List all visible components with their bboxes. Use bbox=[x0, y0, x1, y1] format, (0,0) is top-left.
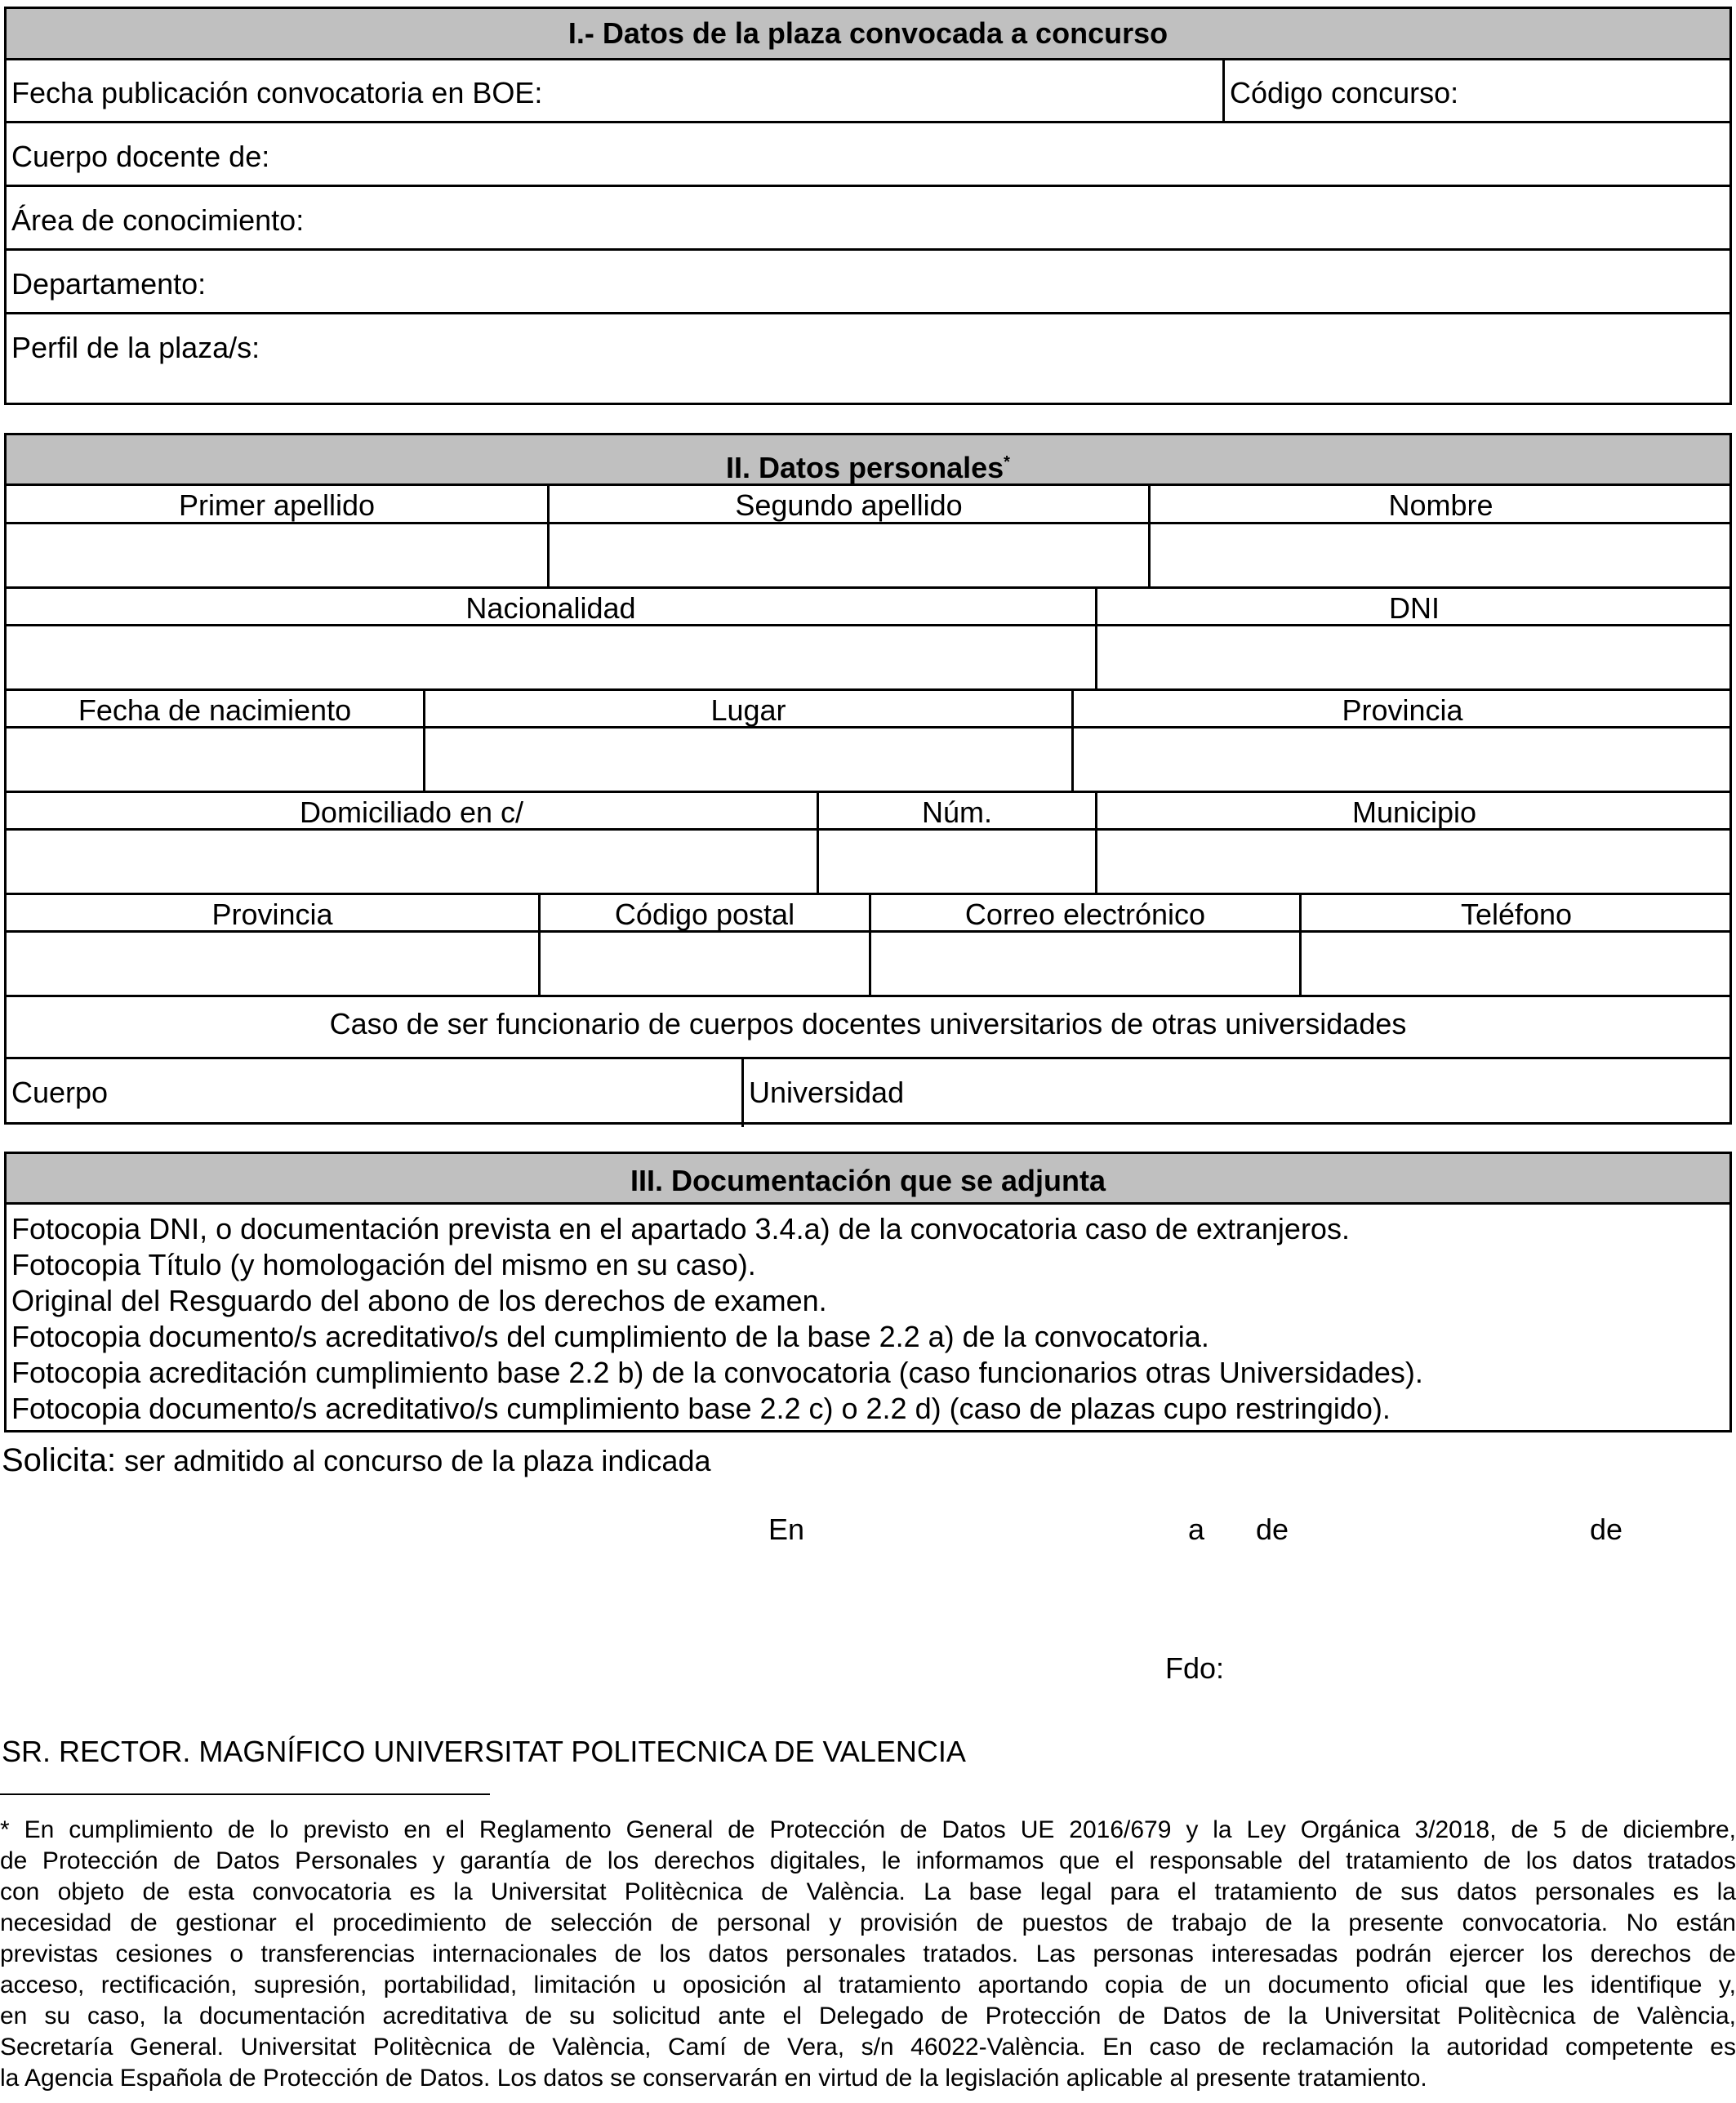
telefono-label: Teléfono bbox=[1460, 898, 1573, 931]
doc-item: Fotocopia Título (y homologación del mismo en su caso). bbox=[11, 1248, 756, 1281]
doc-item: Fotocopia documento/s acreditativo/s del cumplimiento de la base 2.2 a) de la convocatoria. bbox=[11, 1320, 1209, 1353]
segundo-apellido-label: Segundo apellido bbox=[735, 488, 963, 522]
destinatario: SR. RECTOR. MAGNÍFICO UNIVERSITAT POLITECNICA DE VALENCIA bbox=[2, 1735, 966, 1768]
cuerpo-docente-label: Cuerpo docente de: bbox=[11, 140, 270, 173]
section-datos-personales bbox=[4, 433, 1732, 1125]
footnote-line: con objeto de esta convocatoria es la Universitat Politècnica de València. La base legal para el tratamiento de sus datos personales es la bbox=[0, 1878, 1736, 1905]
primer-apellido-field[interactable] bbox=[7, 524, 547, 586]
codigo-concurso-label: Código concurso: bbox=[1230, 76, 1459, 109]
numero-field[interactable] bbox=[819, 831, 1095, 893]
cuerpo-label[interactable] bbox=[7, 1059, 741, 1125]
solicita-text: ser admitido al concurso de la plaza indicada bbox=[116, 1444, 711, 1477]
footnote-separator bbox=[0, 1793, 490, 1795]
footnote-line: previstas cesiones o transferencias internacionales de los datos personales tratados. Las personas interesadas podrán ejercer los derechos de bbox=[0, 1940, 1736, 1967]
codigo-postal-label: Código postal bbox=[614, 898, 795, 931]
nacionalidad-field[interactable] bbox=[7, 626, 1095, 688]
nacionalidad-label: Nacionalidad bbox=[465, 591, 636, 625]
nombre-field[interactable] bbox=[1151, 524, 1731, 586]
provincia-nacimiento-label: Provincia bbox=[1342, 693, 1463, 727]
fecha-nacimiento-label: Fecha de nacimiento bbox=[78, 693, 352, 727]
perfil-plaza-label: Perfil de la plaza/s: bbox=[11, 331, 260, 364]
municipio-field[interactable] bbox=[1097, 831, 1731, 893]
area-conocimiento-label: Área de conocimiento: bbox=[11, 203, 305, 237]
cuerpo-label-text: Cuerpo bbox=[11, 1076, 109, 1109]
footnote-line: en su caso, la documentación acreditativa de su solicitud ante el Delegado de Protección de Datos de la Universitat Politècnica de València, bbox=[0, 2003, 1736, 2029]
segundo-apellido-field[interactable] bbox=[550, 524, 1148, 586]
primer-apellido-label: Primer apellido bbox=[178, 488, 376, 522]
fecha-boe-label: Fecha publicación convocatoria en BOE: bbox=[11, 76, 543, 109]
codigo-postal-field[interactable] bbox=[541, 933, 869, 995]
dni-field[interactable] bbox=[1097, 626, 1731, 688]
universidad-label-text: Universidad bbox=[749, 1076, 905, 1109]
correo-label: Correo electrónico bbox=[964, 898, 1206, 931]
fecha-de-anio: de bbox=[1590, 1513, 1623, 1546]
domicilio-label: Domiciliado en c/ bbox=[299, 795, 524, 829]
fecha-en: En bbox=[768, 1513, 805, 1546]
doc-item: Fotocopia acreditación cumplimiento base 2.2 b) de la convocatoria (caso funcionarios otras Universidades). bbox=[11, 1356, 1423, 1389]
footnote-line: necesidad de gestionar el procedimiento de selección de personal y provisión de puestos de trabajo de la presente convocatoria. No están bbox=[0, 1909, 1736, 1936]
footnote-line: Secretaría General. Universitat Politècnica de València, Camí de Vera, s/n 46022-València. En caso de reclamación la autoridad competente es bbox=[0, 2034, 1736, 2061]
provincia-field[interactable] bbox=[7, 933, 538, 995]
datos-personales-title-text: II. Datos personales bbox=[726, 451, 1004, 484]
doc-item: Fotocopia DNI, o documentación prevista en el apartado 3.4.a) de la convocatoria caso de extranjeros. bbox=[11, 1212, 1350, 1245]
nombre-label: Nombre bbox=[1388, 488, 1493, 522]
section-documentacion bbox=[4, 1152, 1732, 1432]
footnote-line: de Protección de Datos Personales y garantía de los derechos digitales, le informamos que el responsable del tratamiento de los datos tratados bbox=[0, 1847, 1736, 1874]
municipio-label: Municipio bbox=[1351, 795, 1477, 829]
doc-item: Original del Resguardo del abono de los derechos de examen. bbox=[11, 1284, 827, 1317]
section-datos-personales-title bbox=[7, 435, 1729, 486]
section-documentacion-title: III. Documentación que se adjunta bbox=[7, 1154, 1729, 1205]
dni-label: DNI bbox=[1389, 591, 1440, 625]
departamento-label: Departamento: bbox=[11, 267, 207, 301]
fecha-nacimiento-field[interactable] bbox=[7, 728, 423, 791]
lugar-field[interactable] bbox=[425, 728, 1071, 791]
funcionario-label: Caso de ser funcionario de cuerpos docentes universitarios de otras universidades bbox=[329, 1007, 1407, 1040]
footnote-mark: * bbox=[1004, 453, 1010, 471]
domicilio-field[interactable] bbox=[7, 831, 817, 893]
solicita-label: Solicita: bbox=[2, 1442, 117, 1478]
section-plaza bbox=[4, 7, 1732, 405]
footnote-line: * En cumplimiento de lo previsto en el Reglamento General de Protección de Datos UE 2016/679 y la Ley Orgánica 3/2018, de 5 de diciembre, bbox=[0, 1816, 1736, 1843]
footnote-line: la Agencia Española de Protección de Datos. Los datos se conservarán en virtud de la legislación aplicable al presente tratamiento. bbox=[0, 2065, 1427, 2092]
section-plaza-title: I.- Datos de la plaza convocada a concurso bbox=[7, 9, 1729, 60]
universidad-label[interactable] bbox=[744, 1059, 1731, 1125]
telefono-field[interactable] bbox=[1302, 933, 1731, 995]
firma-label: Fdo: bbox=[1165, 1651, 1225, 1685]
numero-label: Núm. bbox=[921, 795, 992, 829]
provincia-label: Provincia bbox=[211, 898, 333, 931]
solicita-line bbox=[2, 1442, 710, 1479]
doc-item: Fotocopia documento/s acreditativo/s cumplimiento base 2.2 c) o 2.2 d) (caso de plazas cupo restringido). bbox=[11, 1392, 1391, 1425]
fecha-a: a bbox=[1188, 1513, 1205, 1546]
lugar-label: Lugar bbox=[710, 693, 786, 727]
provincia-nacimiento-field[interactable] bbox=[1074, 728, 1731, 791]
correo-field[interactable] bbox=[871, 933, 1299, 995]
documentacion-list bbox=[7, 1211, 1729, 1427]
fecha-de-mes: de bbox=[1256, 1513, 1289, 1546]
footnote-line: acceso, rectificación, supresión, portabilidad, limitación u oposición al tratamiento aportando copia de un documento oficial que les identifique y, bbox=[0, 1972, 1736, 1998]
